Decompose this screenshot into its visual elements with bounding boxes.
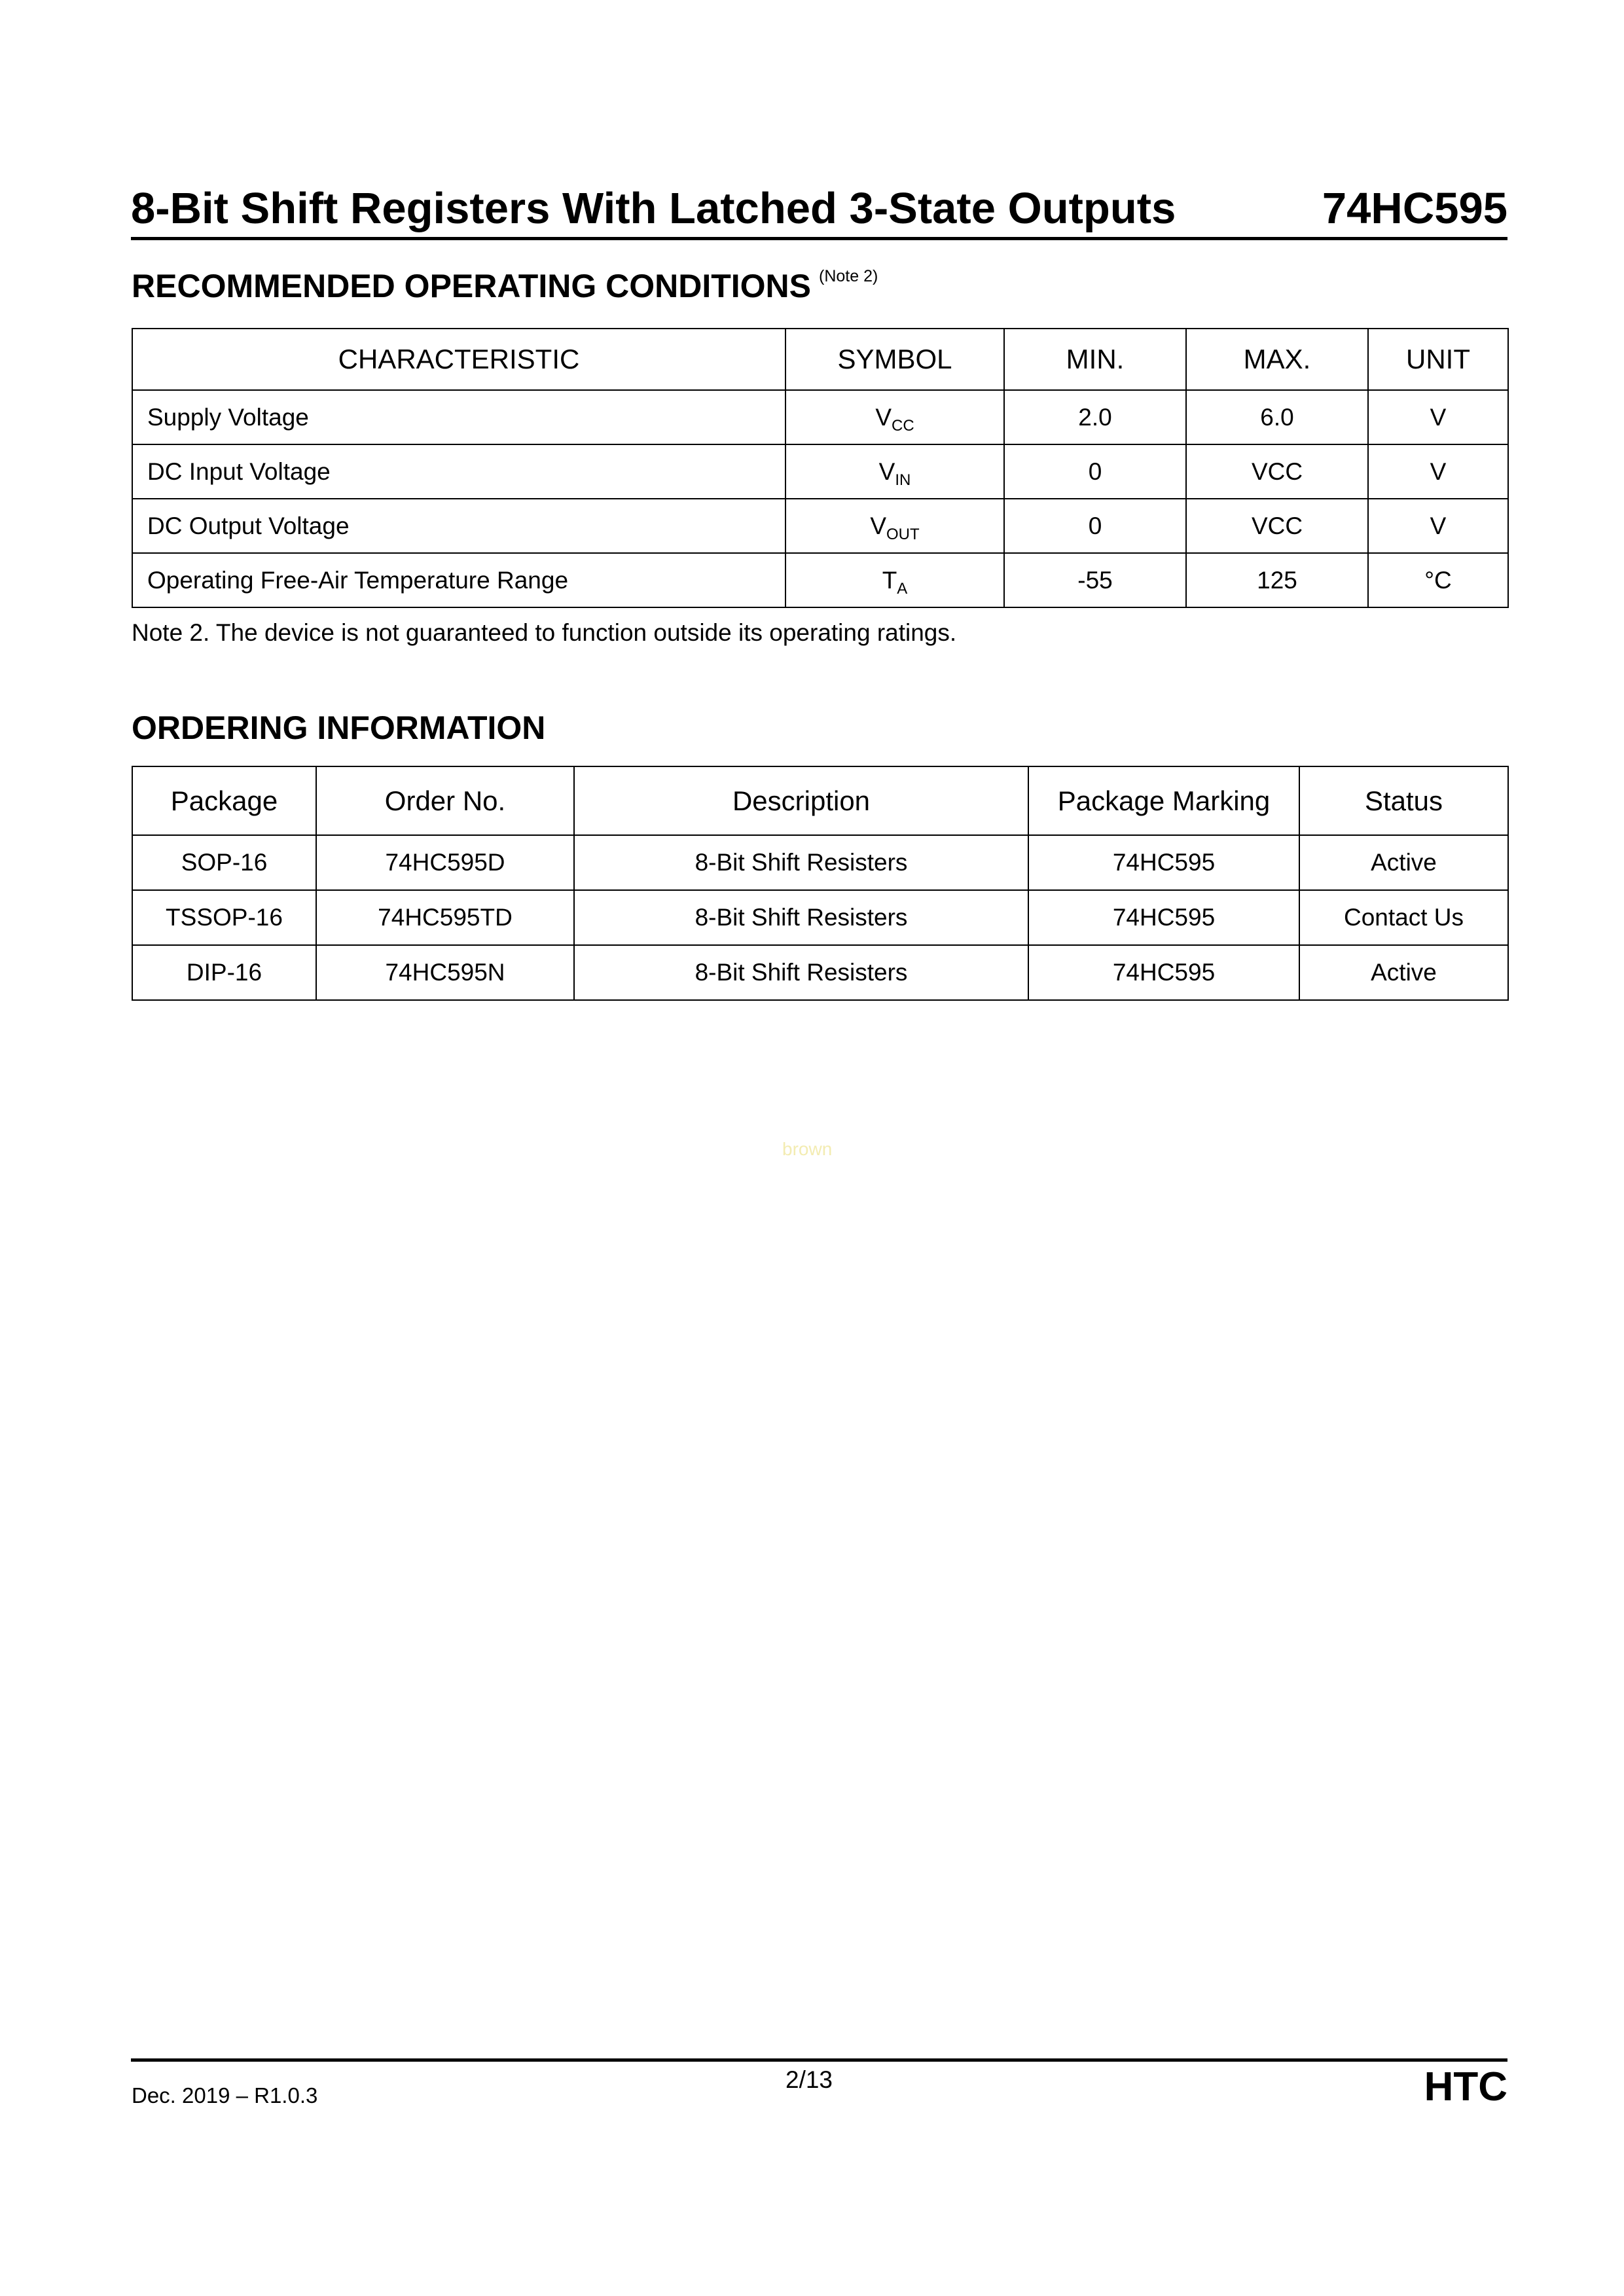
table-row [132, 835, 1508, 890]
operating-conditions-table [132, 328, 1509, 608]
symbol-text: T [882, 566, 897, 594]
order-number-cell: 74HC595D [316, 835, 574, 890]
max-cell: 125 [1186, 553, 1368, 607]
description-cell: 8-Bit Shift Resisters [574, 835, 1028, 890]
package-cell: DIP-16 [132, 945, 316, 1000]
page-number: 2/13 [785, 2066, 833, 2093]
max-cell: VCC [1186, 444, 1368, 499]
symbol-cell [785, 499, 1004, 553]
table-header-row [132, 329, 1508, 390]
table-row [132, 553, 1508, 607]
column-header: MIN. [1004, 329, 1186, 390]
package-cell: SOP-16 [132, 835, 316, 890]
column-header: SYMBOL [785, 329, 1004, 390]
status-cell: Active [1299, 835, 1508, 890]
roc-title-text: RECOMMENDED OPERATING CONDITIONS [132, 268, 811, 304]
column-header: Package Marking [1028, 766, 1299, 835]
symbol-subscript: CC [892, 416, 914, 435]
description-cell: 8-Bit Shift Resisters [574, 890, 1028, 945]
min-cell: 2.0 [1004, 390, 1186, 444]
watermark: brown [782, 1139, 833, 1159]
column-header: Order No. [316, 766, 574, 835]
note-reference: (Note 2) [819, 267, 878, 285]
ordering-section-title: ORDERING INFORMATION [132, 709, 546, 746]
table-row [132, 390, 1508, 444]
symbol-subscript: IN [895, 471, 911, 489]
column-header: Status [1299, 766, 1508, 835]
unit-cell: V [1368, 499, 1508, 553]
operating-ratings-note: Note 2. The device is not guaranteed to function outside its operating ratings. [132, 619, 957, 646]
company-logo: HTC [1424, 2064, 1507, 2109]
column-header: Description [574, 766, 1028, 835]
order-number-cell: 74HC595TD [316, 890, 574, 945]
min-cell: 0 [1004, 499, 1186, 553]
column-header: Package [132, 766, 316, 835]
symbol-cell [785, 444, 1004, 499]
ordering-information-table [132, 766, 1509, 1001]
package-cell: TSSOP-16 [132, 890, 316, 945]
package-marking-cell: 74HC595 [1028, 945, 1299, 1000]
part-number: 74HC595 [1322, 184, 1507, 233]
symbol-cell [785, 553, 1004, 607]
symbol-cell [785, 390, 1004, 444]
symbol-text: V [875, 403, 892, 431]
description-cell: 8-Bit Shift Resisters [574, 945, 1028, 1000]
max-cell: 6.0 [1186, 390, 1368, 444]
roc-section-title [132, 267, 878, 305]
unit-cell: V [1368, 444, 1508, 499]
max-cell: VCC [1186, 499, 1368, 553]
table-row [132, 444, 1508, 499]
column-header: UNIT [1368, 329, 1508, 390]
table-header-row [132, 766, 1508, 835]
min-cell: 0 [1004, 444, 1186, 499]
revision-date: Dec. 2019 – R1.0.3 [132, 2083, 318, 2108]
symbol-subscript: OUT [886, 525, 920, 543]
page-header [131, 182, 1507, 240]
characteristic-cell: Operating Free-Air Temperature Range [132, 553, 785, 607]
symbol-text: V [878, 457, 895, 485]
order-number-cell: 74HC595N [316, 945, 574, 1000]
package-marking-cell: 74HC595 [1028, 890, 1299, 945]
characteristic-cell: DC Input Voltage [132, 444, 785, 499]
characteristic-cell: Supply Voltage [132, 390, 785, 444]
column-header: CHARACTERISTIC [132, 329, 785, 390]
symbol-subscript: A [897, 579, 908, 598]
status-cell: Active [1299, 945, 1508, 1000]
footer-divider [131, 2058, 1507, 2062]
column-header: MAX. [1186, 329, 1368, 390]
characteristic-cell: DC Output Voltage [132, 499, 785, 553]
symbol-text: V [870, 512, 886, 539]
document-title: 8-Bit Shift Registers With Latched 3-State Outputs [131, 184, 1176, 233]
unit-cell: °C [1368, 553, 1508, 607]
table-row [132, 499, 1508, 553]
package-marking-cell: 74HC595 [1028, 835, 1299, 890]
unit-cell: V [1368, 390, 1508, 444]
table-row [132, 945, 1508, 1000]
table-row [132, 890, 1508, 945]
min-cell: -55 [1004, 553, 1186, 607]
status-cell: Contact Us [1299, 890, 1508, 945]
